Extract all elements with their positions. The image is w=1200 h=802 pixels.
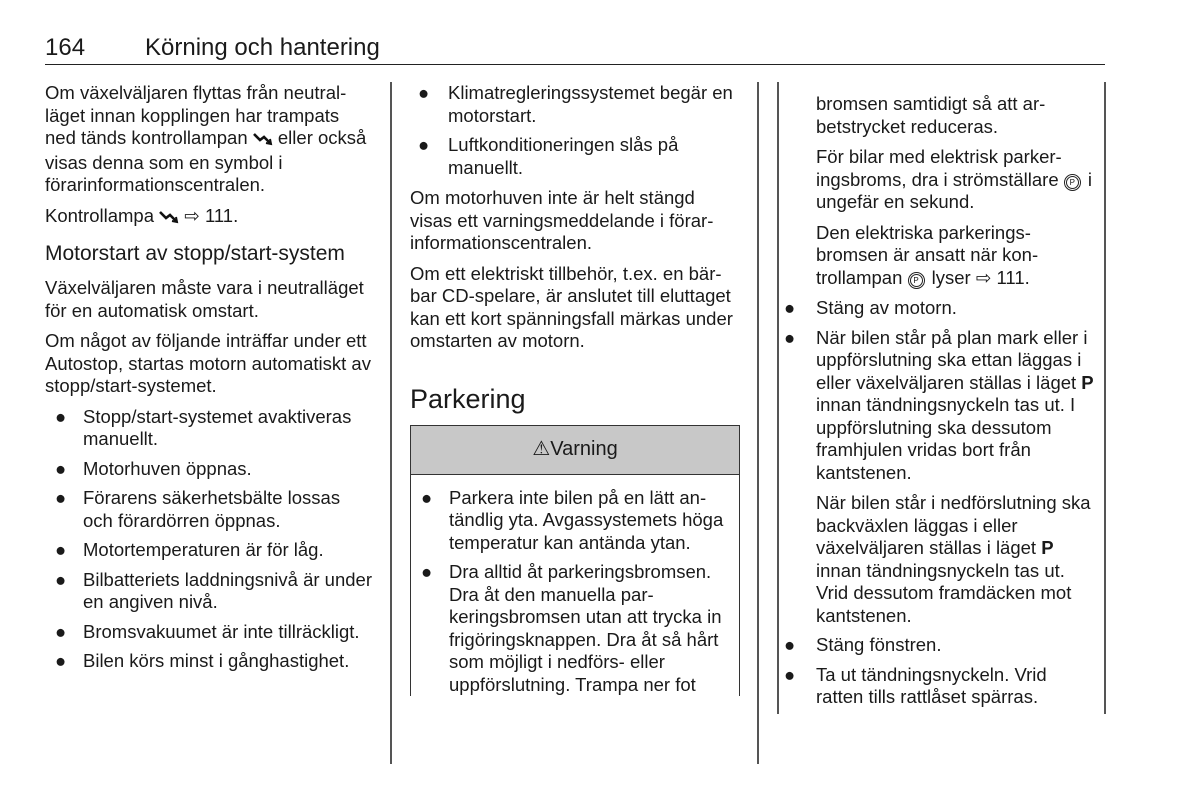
column-1 [45,82,375,681]
list-item: ● Stäng fönstren. [784,634,942,655]
bullet-icon: ● [55,568,67,590]
bullet-icon: ● [55,539,67,560]
list-item: ● Stäng av motorn. [784,297,957,318]
subheading-motorstart: Motorstart av stopp/start-system [45,242,345,265]
list-item: ● Ta ut tändningsnyckeln. Vrid ratten tills rattlåset spärras. [784,663,1047,707]
bullet-icon: ● [418,82,430,103]
column-divider-left [390,82,392,764]
list-item: ● Bilbatteriets laddningsnivå är under en angiven nivå. [55,568,372,612]
paragraph-autostop: Om något av följande inträffar under ett Autostop, startas motorn automatiskt av stopp/start-systemet. [45,330,371,396]
list-item: ● Klimatregleringssystemet begär en motorstart. [418,82,733,126]
warning-title: Varning [550,438,618,461]
paragraph-brake-cont: bromsen samtidigt så att arbetstrycket reduceras. [816,93,1046,137]
list-item: ● Motortemperaturen är för låg. [55,539,324,560]
paragraph-gear-warning: Om växelväljaren flyttas från neutralläget innan kopplingen har trampats ned tänds kontrollampan eller också visas denna som en symbol i förarinformationscentralen. [45,82,367,195]
paragraph-electric-brake: För bilar med elektrisk parkeringsbroms, dra i strömställare P i ungefär en sekund. [816,146,1093,212]
paragraph-neutral: Växelväljaren måste vara i neutralläget för en automatisk omstart. [45,277,364,321]
bullet-icon: ● [55,487,67,508]
list-item: ● Luftkonditioneringen slås på manuellt. [418,134,679,178]
warning-header [411,426,739,475]
paragraph-hood-warning: Om motorhuven inte är helt stängd visas ett varningsmeddelande i förarinformationscentralen. [410,187,714,253]
section-heading-parkering: Parkering [410,383,526,414]
bullet-icon: ● [55,620,67,642]
bullet-icon: ● [55,457,67,479]
column-divider-right [757,82,759,764]
bullet-icon: ● [421,561,433,582]
col3-left-rule [777,82,779,714]
bullet-icon: ● [784,297,796,318]
list-item: ● Parkera inte bilen på en lätt antändlig yta. Avgassystemets höga temperatur kan antända ytan. [421,486,724,553]
page-number: 164 [45,34,86,61]
paragraph-voltage-drop: Om ett elektriskt tillbehör, t.ex. en bärbar CD-spelare, är anslutet till eluttaget kan ett kort spänningsfall märkas under omstarten av motorn. [410,262,733,351]
bullet-icon: ● [418,134,430,155]
page-header [45,34,1105,65]
column-2 [410,82,740,704]
list-item-continuation: När bilen står i nedförslutning ska backväxlen läggas i eller växelväljaren ställas i läget P innan tändningsnyckeln tas ut. Vrid dessutom framdäcken mot kantstenen. [816,492,1091,626]
bullet-list-autostop [45,406,375,673]
parking-brake-icon: P [1064,174,1081,191]
bullet-icon: ● [784,663,796,685]
column-3 [784,93,1096,717]
list-item: ● Bromsvakuumet är inte tillräckligt. [55,620,360,642]
list-item: ● Förarens säkerhetsbälte lossas och förardörren öppnas. [55,487,341,531]
bullet-icon: ● [55,650,67,671]
bullet-list-parking [784,297,1096,709]
paragraph-brake-applied: Den elektriska parkeringsbromsen är ansatt när kontrollampan P lyser ⇨ 111. [816,221,1039,288]
list-item: ● Stopp/start-systemet avaktiveras manuellt. [55,405,352,449]
bullet-list-autostop-cont [410,82,740,179]
paragraph-indicator-ref: Kontrollampa ⇨ 111. [45,205,375,230]
reference-arrow-icon: ⇨ [184,204,200,226]
list-item: ● Bilen körs minst i gånghastighet. [55,650,350,671]
chapter-title: Körning och hantering [145,34,380,61]
list-item: ● Dra alltid åt parkeringsbromsen. Dra åt den manuella parkeringsbromsen utan att trycka in frigöringsknappen. Dra åt så hårt som möjligt i nedförs- eller uppförslutning. Trampa ner fot [421,561,722,695]
bullet-icon: ● [784,634,796,655]
bullet-icon: ● [784,326,796,348]
warning-box [410,425,740,697]
parking-brake-icon: P [908,272,925,289]
list-item: ● Motorhuven öppnas. [55,457,252,479]
bullet-icon: ● [421,486,433,508]
bullet-icon: ● [55,405,67,427]
warning-triangle-icon: ⚠ [532,438,551,461]
col3-right-rule [1104,82,1106,714]
list-item: ● När bilen står på plan mark eller i uppförslutning ska ettan läggas i eller växelväljaren ställas i läget P innan tändningsnyckeln tas ut. I uppförslutning ska dessutom framhjulen vridas bort från kantstenen. När bilen står i nedförslutning ska backväxlen läggas i eller växelväljaren ställas i läget P innan tändningsnyckeln tas ut. Vrid dessutom framdäcken mot kantstenen. [784,327,1096,628]
clutch-icon [159,207,179,230]
warning-bullet-list [419,487,725,697]
reference-arrow-icon: ⇨ [975,266,992,288]
clutch-icon [253,129,273,152]
warning-body [411,475,739,697]
